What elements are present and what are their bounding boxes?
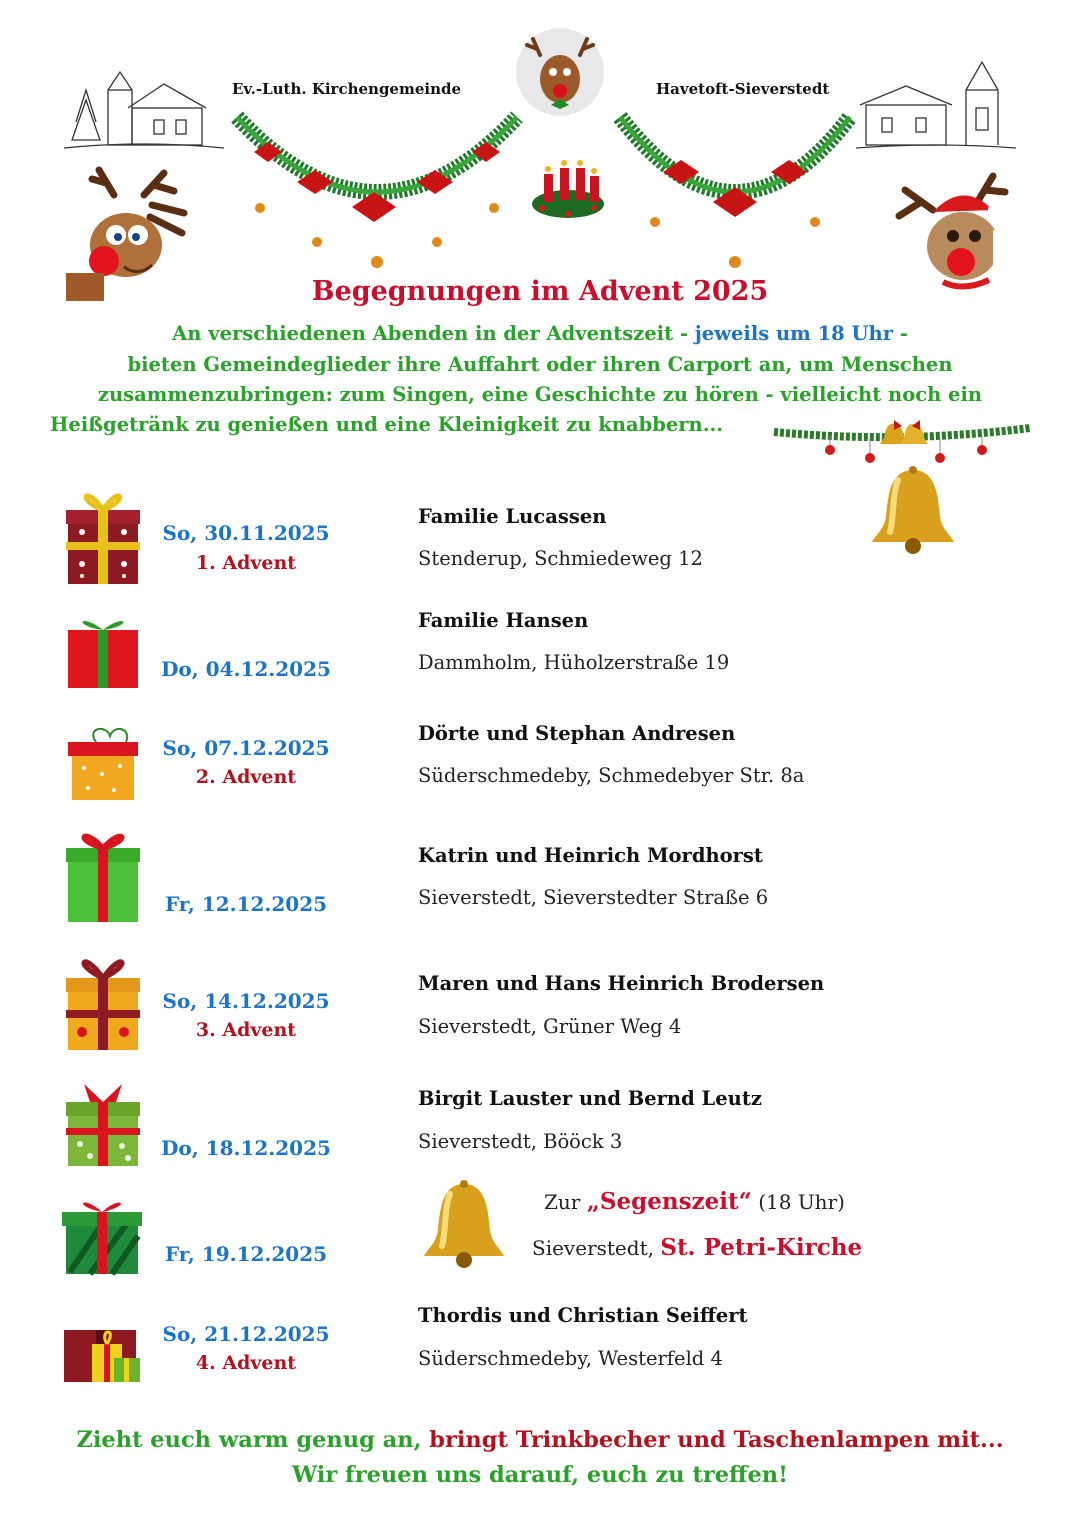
event-host: Birgit Lauster und Bernd Leutz (418, 1087, 762, 1110)
event-date: So, 14.12.2025 (162, 989, 330, 1013)
event-date: Fr, 19.12.2025 (164, 1242, 328, 1266)
event-address: Süderschmedeby, Schmedebyer Str. 8a (418, 764, 805, 787)
intro-time: jeweils um 18 Uhr (694, 322, 893, 345)
bell-icon (868, 466, 958, 556)
intro-text-end: - (892, 322, 908, 345)
event-address: Sieverstedt, Bööck 3 (418, 1130, 623, 1153)
garland-left-icon (232, 112, 522, 277)
event-host: Familie Lucassen (418, 505, 607, 528)
intro-line-2: bieten Gemeindeglieder ihre Auffahrt oder ihren Carport an, um Menschen (127, 353, 953, 376)
segenszeit-location (532, 1234, 862, 1261)
page-title: Begegnungen im Advent 2025 (311, 276, 769, 307)
event-date: So, 30.11.2025 (162, 521, 330, 545)
event-advent-label: 4. Advent (195, 1352, 297, 1374)
footer-text: Zieht euch warm genug an, (76, 1427, 430, 1453)
segenszeit-place: Sieverstedt, (532, 1236, 661, 1260)
event-date: Do, 18.12.2025 (161, 1136, 331, 1160)
segenszeit-name: „Segenszeit“ (586, 1188, 752, 1215)
segenszeit-line (544, 1188, 845, 1215)
parish-name-right: Havetoft-Sieverstedt (656, 80, 830, 98)
footer-highlight: bringt Trinkbecher und Taschenlampen mit... (429, 1427, 1004, 1453)
event-host: Familie Hansen (418, 609, 589, 632)
event-address: Sieverstedt, Sieverstedter Straße 6 (418, 886, 769, 909)
event-host: Maren und Hans Heinrich Brodersen (418, 972, 825, 995)
church-left-icon (64, 60, 224, 155)
garland-right-icon (615, 112, 855, 277)
event-host: Katrin und Heinrich Mordhorst (418, 844, 763, 867)
bell-icon (422, 1180, 506, 1270)
event-host: Dörte und Stephan Andresen (418, 722, 736, 745)
event-advent-label: 3. Advent (195, 1019, 297, 1041)
event-address: Sieverstedt, Grüner Weg 4 (418, 1015, 682, 1038)
segenszeit-time: (18 Uhr) (751, 1190, 845, 1214)
event-date: Fr, 12.12.2025 (164, 892, 328, 916)
intro-line-4: Heißgetränk zu genießen und eine Kleinigkeit zu knabbern... (50, 413, 724, 436)
footer-line-1 (0, 1427, 1080, 1453)
parish-name-left: Ev.-Luth. Kirchengemeinde (232, 80, 462, 98)
event-address: Stenderup, Schmiedeweg 12 (418, 547, 703, 570)
event-address: Süderschmedeby, Westerfeld 4 (418, 1347, 723, 1370)
event-host: Thordis und Christian Seiffert (418, 1304, 748, 1327)
advent-wreath-icon (528, 152, 608, 222)
event-advent-label: 1. Advent (195, 552, 297, 574)
event-advent-label: 2. Advent (195, 766, 297, 788)
footer-line-2: Wir freuen uns darauf, euch zu treffen! (291, 1462, 789, 1488)
reindeer-badge-icon (515, 27, 605, 117)
intro-line-3: zusammenzubringen: zum Singen, eine Geschichte zu hören - vielleicht noch ein (97, 383, 983, 406)
intro-line-1 (40, 322, 1040, 345)
event-date: Do, 04.12.2025 (161, 657, 331, 681)
event-address: Dammholm, Hüholzerstraße 19 (418, 651, 730, 674)
gift-icon (66, 722, 140, 802)
event-date: So, 07.12.2025 (162, 736, 330, 760)
segenszeit-church: St. Petri-Kirche (660, 1234, 863, 1261)
bell-garland-icon (772, 418, 1032, 468)
event-date: So, 21.12.2025 (162, 1322, 330, 1346)
intro-text: An verschiedenen Abenden in der Adventszeit - (172, 322, 695, 345)
church-right-icon (856, 60, 1016, 155)
segenszeit-prefix: Zur (544, 1190, 587, 1214)
